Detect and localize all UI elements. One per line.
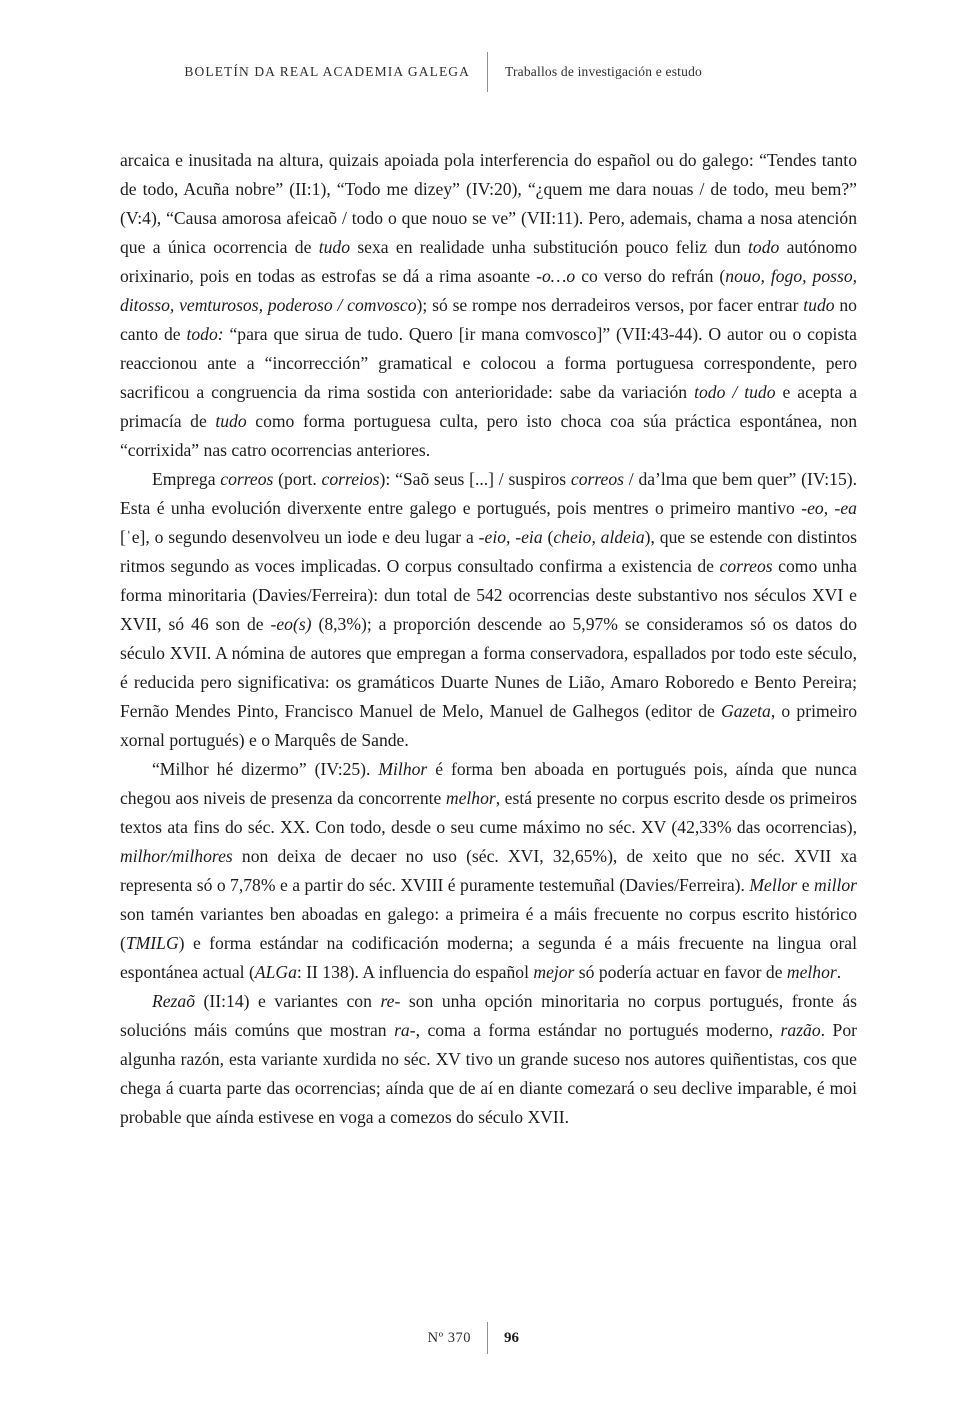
text-segment: , está presente no corpus escrito desde os primeiros textos ata fins do séc. XX. Con todo, desde o seu cume máximo no séc. XV (42,33% das ocorrencias), — [120, 788, 857, 837]
text-segment: . — [836, 962, 842, 982]
text-segment: : II 138). A influencia do español — [296, 962, 534, 982]
italic-text-segment: correos — [719, 556, 773, 576]
italic-text-segment: tudo — [215, 411, 247, 431]
text-segment: ), que se estende con distintos ritmos segundo as voces implicadas. O corpus consultado confirma a existencia de — [120, 527, 858, 576]
italic-text-segment: milhor/milhores — [120, 846, 233, 866]
italic-text-segment: ra- — [394, 1020, 416, 1040]
text-segment: Emprega — [152, 469, 221, 489]
italic-text-segment: Rezaõ — [152, 991, 195, 1011]
italic-text-segment: todo — [748, 237, 780, 257]
italic-text-segment: todo: — [186, 324, 224, 344]
italic-text-segment: re- — [380, 991, 401, 1011]
text-segment: sexa en realidade unha substitución pouco feliz dun — [350, 237, 749, 257]
text-segment: autónomo orixinario, pois en todas as estrofas se dá a rima asoante — [120, 237, 857, 286]
text-segment: e — [797, 875, 814, 895]
text-segment: co verso do refrán ( — [575, 266, 726, 286]
text-segment: [ˈe], o segundo desenvolveu un iode e deu lugar a — [120, 527, 479, 547]
text-segment: ): “Saõ seus [...] / suspiros — [379, 469, 571, 489]
italic-text-segment: cheio, aldeia — [553, 527, 645, 547]
italic-text-segment: -o…o — [536, 266, 576, 286]
italic-text-segment: ALGa — [254, 962, 297, 982]
text-segment: “Milhor hé dizermo” (IV:25). — [152, 759, 379, 779]
text-segment: é forma ben aboada en portugués pois, aínda que nunca chegou aos niveis de presenza da concorrente — [120, 759, 857, 808]
italic-text-segment: melhor — [786, 962, 837, 982]
italic-text-segment: TMILG — [125, 933, 179, 953]
italic-text-segment: -eo, -ea — [801, 498, 857, 518]
italic-text-segment: millor — [813, 875, 857, 895]
text-segment: arcaica e inusitada na altura, quizais apoiada pola interferencia do español ou do galego: “Tendes tanto de todo, Acuña nobre” (II:1), “Todo me dizey” (IV:20), “¿quem me dara nouas / de todo, meu bem?” (V:4), “Causa amorosa afeicaõ / todo o que nouo se ve” (VII:11). Pero, ademais, chama a nosa atención que a única ocorrencia de — [120, 150, 857, 257]
italic-text-segment: correos — [570, 469, 625, 489]
running-footer — [0, 1322, 975, 1354]
text-segment: non deixa de decaer no uso (séc. XVI, 32,65%), de xeito que no séc. XVII xa representa só o 7,78% e a partir do séc. XVIII é puramente testemuñal (Davies/Ferreira). — [120, 846, 857, 895]
text-segment: como unha forma minoritaria (Davies/Ferreira): dun total de 542 ocorrencias deste substantivo nos séculos XVI e XVII, só 46 son de — [120, 556, 857, 634]
italic-text-segment: Gazeta — [721, 701, 771, 721]
text-segment: son unha opción minoritaria no corpus portugués, fronte ás solucións máis comúns que mostran — [120, 991, 857, 1040]
issue-number: Nº 370 — [427, 1329, 471, 1346]
text-segment: e acepta a primacía de — [120, 382, 858, 431]
text-segment: ( — [542, 527, 554, 547]
journal-title: BOLETÍN DA REAL ACADEMIA GALEGA — [184, 64, 470, 79]
text-segment: só podería actuar en favor de — [574, 962, 787, 982]
text-segment: no canto de — [120, 295, 857, 344]
text-segment: “para que sirua de tudo. Quero [ir mana comvosco]” (VII:43-44). O autor ou o copista reaccionou ante a “incorrección” gramatical e colocou a forma portuguesa correspondente, pero sacrificou a congruencia da rima sostida con anterioridade: sabe da variación — [120, 324, 857, 402]
body-text — [120, 146, 857, 1132]
section-title: Traballos de investigación e estudo — [505, 64, 702, 79]
text-segment: son tamén variantes ben aboadas en galego: a primeira é a máis frecuente no corpus escrito histórico ( — [120, 904, 857, 953]
italic-text-segment: tudo — [803, 295, 835, 315]
italic-text-segment: -eo(s) — [270, 614, 312, 634]
italic-text-segment: Milhor — [378, 759, 428, 779]
running-header — [0, 52, 975, 92]
italic-text-segment: correos — [220, 469, 274, 489]
text-segment: (II:14) e variantes con — [195, 991, 381, 1011]
italic-text-segment: correios — [321, 469, 380, 489]
italic-text-segment: razão — [780, 1020, 821, 1040]
italic-text-segment: -eio, -eia — [478, 527, 543, 547]
italic-text-segment: tudo — [318, 237, 350, 257]
paragraph — [120, 755, 857, 987]
text-segment: (8,3%); a proporción descende ao 5,97% se consideramos só os datos do século XVII. A nómina de autores que empregan a forma conservadora, espallados por todo este século, é reducida pero significativa: os gramáticos Duarte Nunes de Lião, Amaro Roboredo e Bento Pereira; Fernão Mendes Pinto, Francisco Manuel de Melo, Manuel de Galhegos (editor de — [120, 614, 857, 721]
text-segment: como forma portuguesa culta, pero isto choca coa súa práctica espontánea, non “corrixida” nas catro ocorrencias anteriores. — [120, 411, 857, 460]
text-segment: , coma a forma estándar no portugués moderno, — [415, 1020, 781, 1040]
paragraph — [120, 146, 857, 465]
text-segment: (port. — [273, 469, 322, 489]
italic-text-segment: todo / tudo — [694, 382, 776, 402]
text-segment: ) e forma estándar na codificación moderna; a segunda é a máis frecuente na lingua oral espontánea actual ( — [120, 933, 857, 982]
text-segment: , o primeiro xornal portugués) e o Marquês de Sande. — [120, 701, 858, 750]
text-segment: / da’lma que bem quer” (IV:15). Esta é unha evolución diverxente entre galego e portugués, pois mentres o primeiro mantivo — [120, 469, 857, 518]
italic-text-segment: mejor — [533, 962, 575, 982]
text-segment: ); só se rompe nos derradeiros versos, por facer entrar — [416, 295, 804, 315]
italic-text-segment: melhor — [445, 788, 496, 808]
text-segment: . Por algunha razón, esta variante xurdida no séc. XV tivo un grande suceso nos autores quiñentistas, cos que chega á cuarta parte das ocorrencias; aínda que de aí en diante comezará o seu declive imparable, é moi probable que aínda estivese en voga a comezos do século XVII. — [120, 1020, 857, 1127]
paragraph — [120, 465, 857, 755]
italic-text-segment: Mellor — [749, 875, 798, 895]
page-number: 96 — [504, 1329, 519, 1346]
italic-text-segment: nouo, fogo, posso, ditosso, vemturosos, poderoso / comvosco — [120, 266, 858, 315]
paragraph — [120, 987, 857, 1132]
